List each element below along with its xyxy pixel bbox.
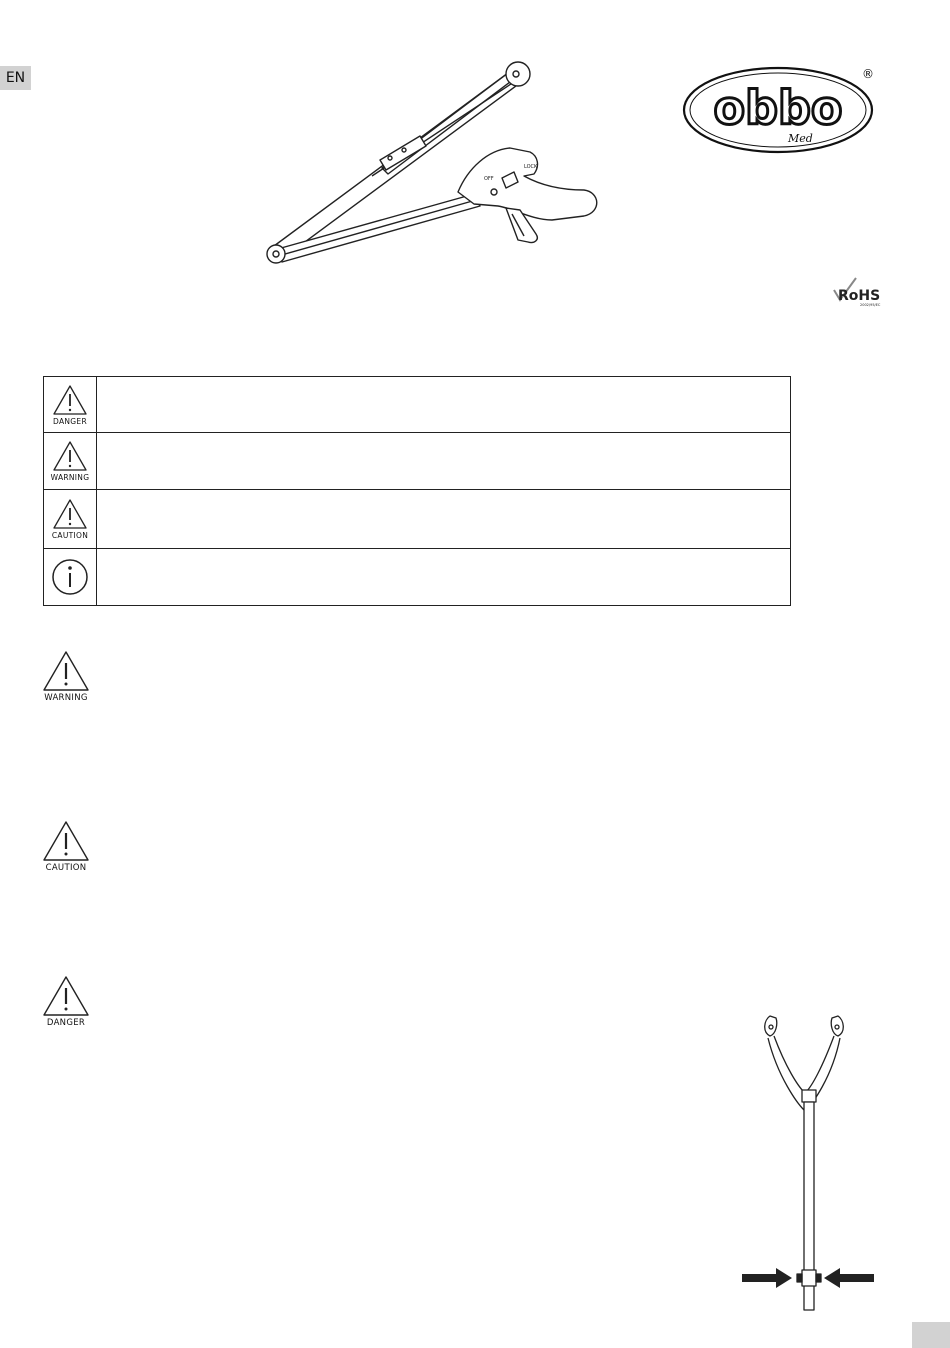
legend-row-info xyxy=(44,549,790,605)
warning-triangle-icon xyxy=(52,440,88,472)
warning-notice xyxy=(40,650,92,703)
legend-label-caution: CAUTION xyxy=(51,531,89,540)
legend-row-caution xyxy=(44,490,790,549)
warning-triangle-icon xyxy=(42,820,90,862)
reacher-illustration xyxy=(262,58,607,278)
registered-mark: ® xyxy=(862,67,874,81)
legend-row-warning xyxy=(44,433,790,490)
warning-triangle-icon xyxy=(52,498,88,530)
logo-text: obbo xyxy=(713,81,843,135)
page-number-tab xyxy=(912,1322,950,1348)
rohs-sublabel: 2002/95/EC xyxy=(860,303,881,307)
caution-notice xyxy=(40,820,92,873)
warning-triangle-icon xyxy=(52,384,88,416)
reacher-front-view-illustration xyxy=(740,1008,880,1314)
legend-text-caution xyxy=(97,490,790,548)
lock-label: LOCK xyxy=(524,164,538,170)
caution-notice-label: CAUTION xyxy=(45,863,87,873)
legend-text-warning xyxy=(97,433,790,489)
obbo-med-logo xyxy=(680,64,880,156)
legend-text-danger xyxy=(97,377,790,432)
info-circle-icon xyxy=(50,557,90,597)
legend-text-info xyxy=(97,549,790,605)
warning-triangle-icon xyxy=(42,650,90,692)
warning-notice-label: WARNING xyxy=(44,693,88,703)
off-label: OFF xyxy=(484,176,494,182)
danger-notice xyxy=(40,975,92,1028)
language-tab: EN xyxy=(0,66,31,90)
legend-row-danger xyxy=(44,377,790,433)
rohs-label: RoHS xyxy=(838,288,881,304)
rohs-logo xyxy=(830,276,890,308)
safety-symbols-table xyxy=(43,376,791,606)
logo-subtext: Med xyxy=(788,132,813,145)
legend-label-danger: DANGER xyxy=(53,416,87,426)
danger-notice-label: DANGER xyxy=(46,1018,86,1028)
legend-label-warning: WARNING xyxy=(50,473,90,482)
warning-triangle-icon xyxy=(42,975,90,1017)
